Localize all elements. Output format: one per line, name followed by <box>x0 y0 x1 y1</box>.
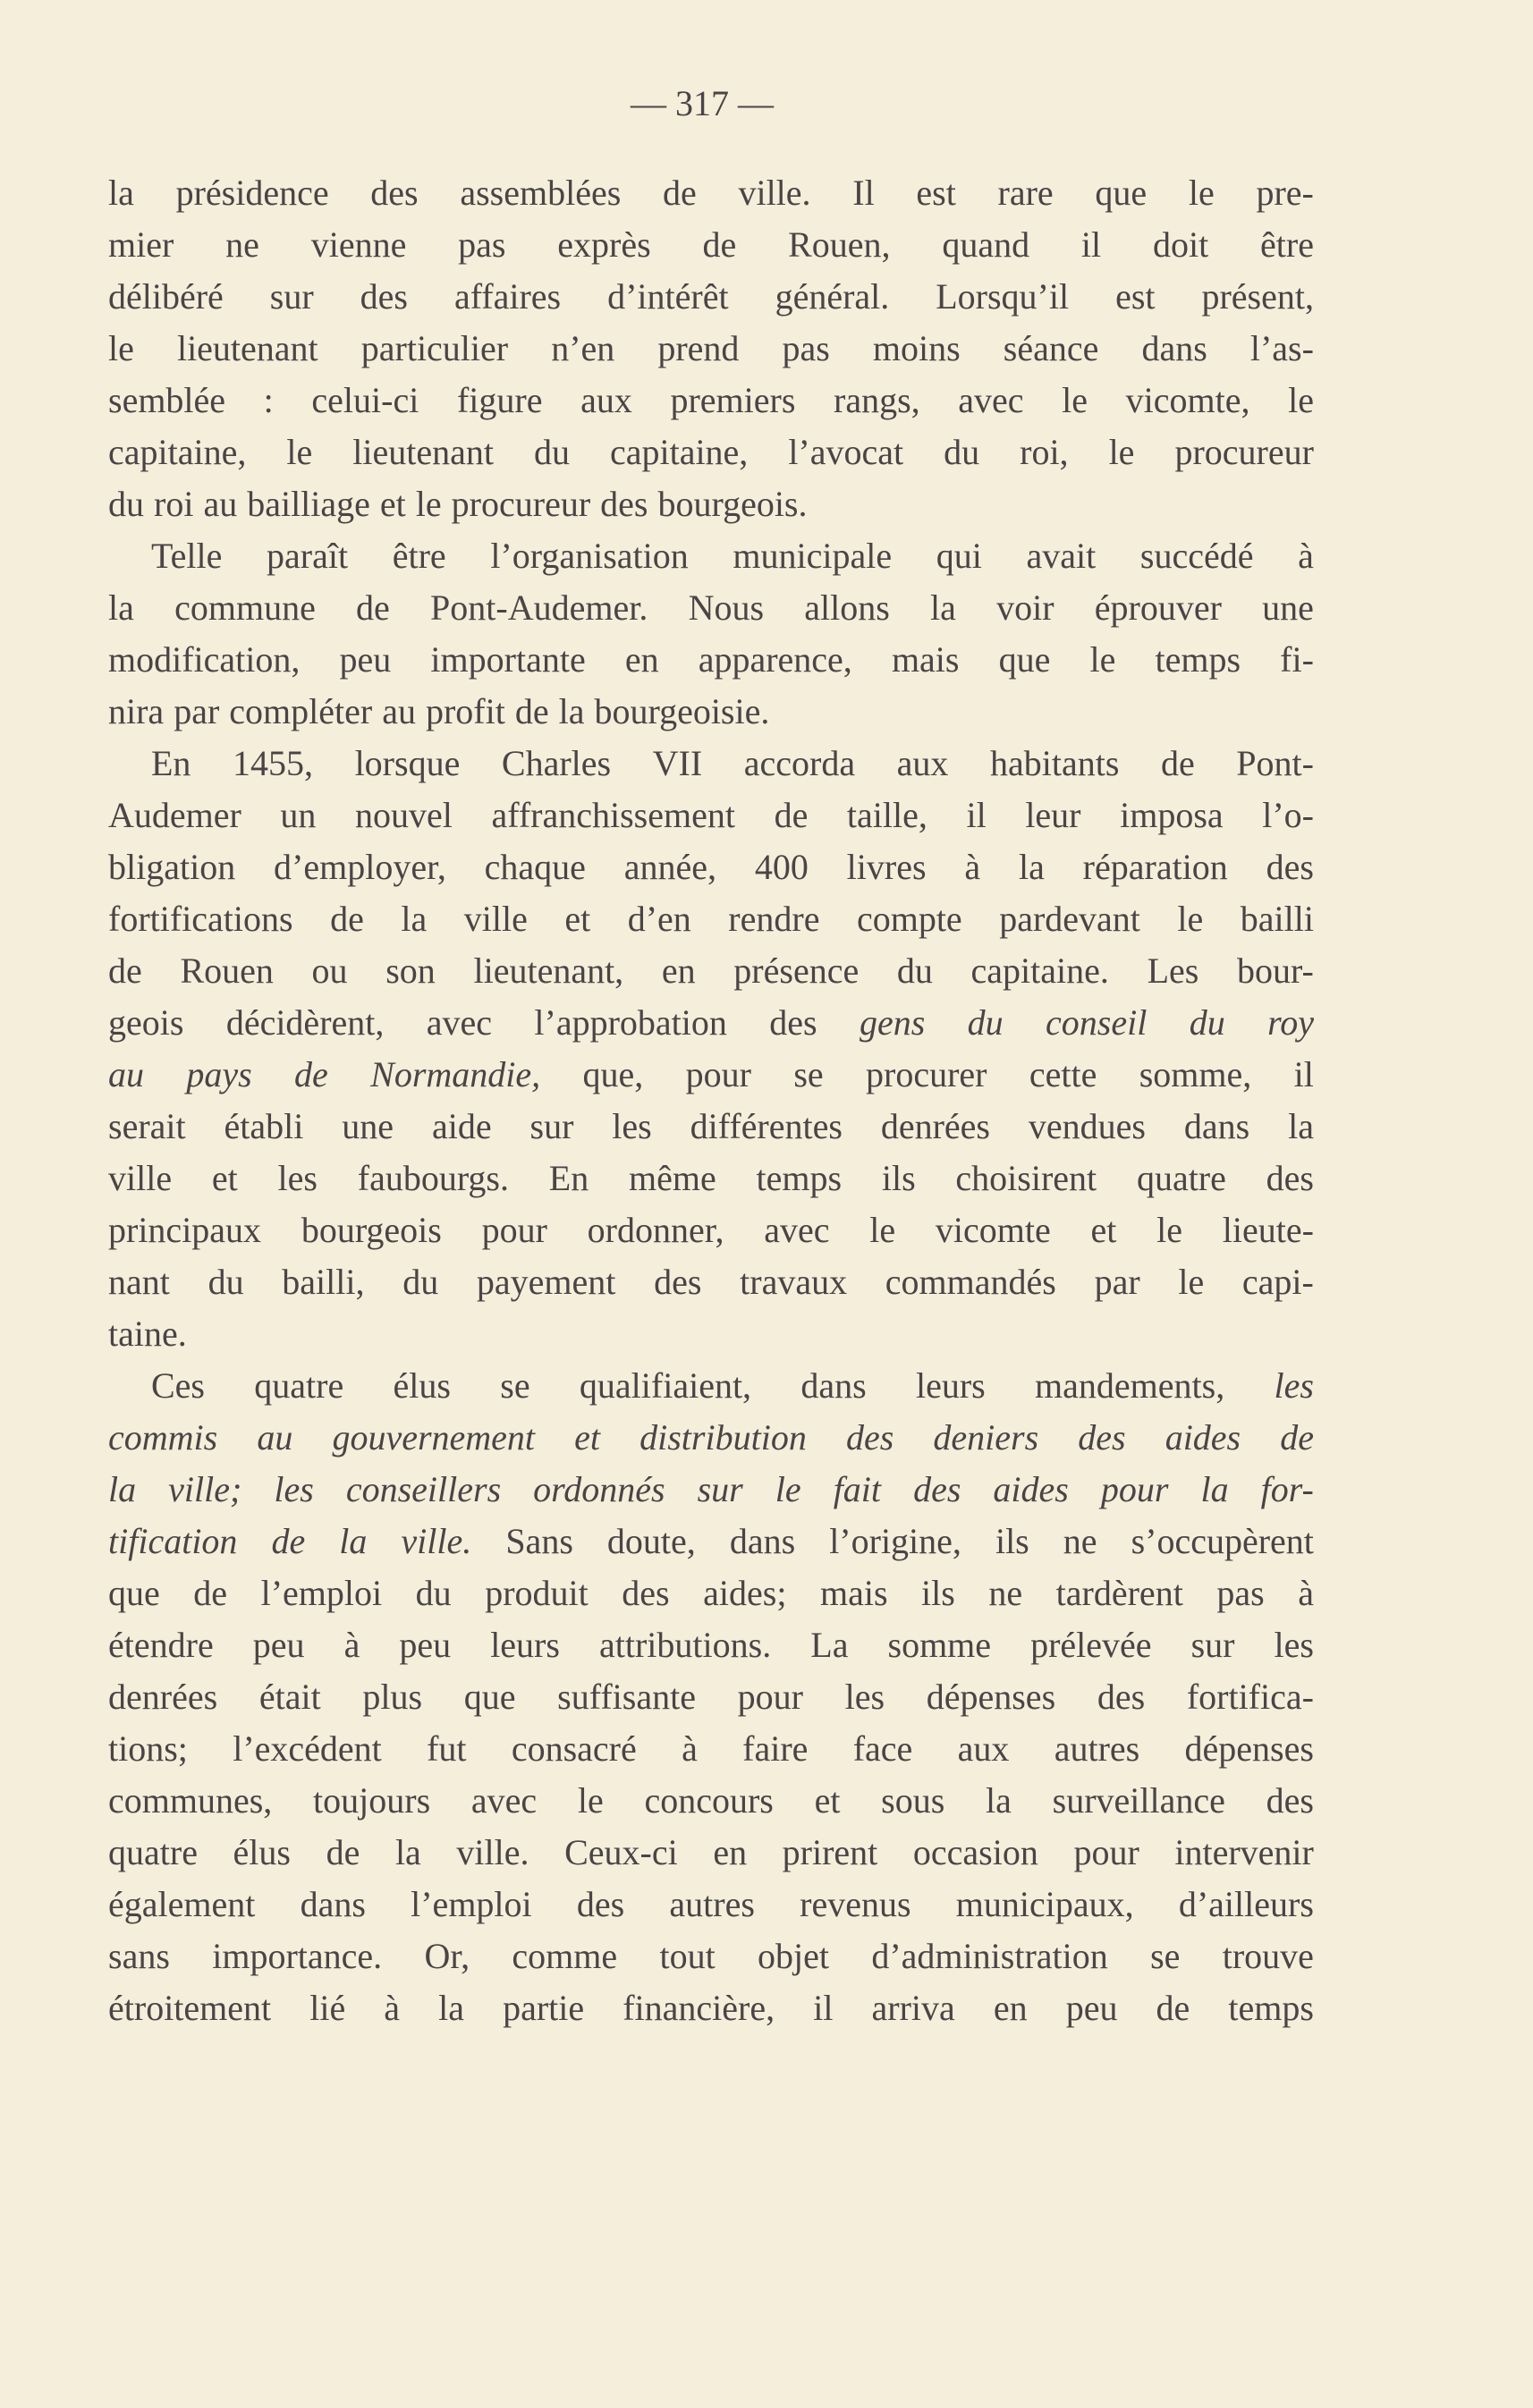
text-line: serait établi une aide sur les différentes denrées vendues dans la <box>108 1106 1314 1146</box>
text-line: mier ne vienne pas exprès de Rouen, quand il doit être <box>108 224 1314 265</box>
text-line: capitaine, le lieutenant du capitaine, l’avocat du roi, le procureur <box>108 432 1314 472</box>
text-line: geois décidèrent, avec l’approbation des gens du conseil du roy <box>108 1002 1314 1043</box>
text-line: ville et les faubourgs. En même temps ils choisirent quatre des <box>108 1158 1314 1198</box>
text-line: Audemer un nouvel affranchissement de taille, il leur imposa l’o- <box>108 795 1314 835</box>
text-line: En 1455, lorsque Charles VII accorda aux habitants de Pont- <box>151 743 1314 783</box>
text-line: tions; l’excédent fut consacré à faire face aux autres dépenses <box>108 1728 1314 1769</box>
text-line: principaux bourgeois pour ordonner, avec le vicomte et le lieute- <box>108 1210 1314 1250</box>
text-line: quatre élus de la ville. Ceux-ci en prirent occasion pour intervenir <box>108 1832 1314 1872</box>
text-line: fortifications de la ville et d’en rendre compte pardevant le bailli <box>108 899 1314 939</box>
text-line: délibéré sur des affaires d’intérêt général. Lorsqu’il est présent, <box>108 276 1314 317</box>
body-text <box>108 167 1314 2034</box>
text-line: sans importance. Or, comme tout objet d’administration se trouve <box>108 1936 1314 1976</box>
text-line: Telle paraît être l’organisation municipale qui avait succédé à <box>151 536 1314 576</box>
text-line: au pays de Normandie, que, pour se procurer cette somme, il <box>108 1054 1314 1094</box>
text-line: commis au gouvernement et distribution des deniers des aides de <box>108 1417 1314 1457</box>
text-line: denrées était plus que suffisante pour les dépenses des fortifica- <box>108 1677 1314 1717</box>
text-line: tification de la ville. Sans doute, dans l’origine, ils ne s’occupèrent <box>108 1521 1314 1561</box>
text-line: taine. <box>108 1314 187 1354</box>
text-line: la présidence des assemblées de ville. Il est rare que le pre- <box>108 173 1314 213</box>
text-line: du roi au bailliage et le procureur des bourgeois. <box>108 484 808 524</box>
text-line: également dans l’emploi des autres revenus municipaux, d’ailleurs <box>108 1884 1314 1924</box>
text-line: nira par compléter au profit de la bourgeoisie. <box>108 691 770 731</box>
text-line: semblée : celui-ci figure aux premiers rangs, avec le vicomte, le <box>108 380 1314 420</box>
text-line: la ville; les conseillers ordonnés sur le fait des aides pour la for- <box>108 1469 1314 1509</box>
text-line: communes, toujours avec le concours et sous la surveillance des <box>108 1780 1314 1821</box>
text-line: de Rouen ou son lieutenant, en présence du capitaine. Les bour- <box>108 951 1314 991</box>
text-line: nant du bailli, du payement des travaux commandés par le capi- <box>108 1262 1314 1302</box>
text-line: étroitement lié à la partie financière, il arriva en peu de temps <box>108 1988 1314 2028</box>
text-line: étendre peu à peu leurs attributions. La somme prélevée sur les <box>108 1625 1314 1665</box>
page-number: — 317 — <box>631 83 774 123</box>
text-line: modification, peu importante en apparence, mais que le temps fi- <box>108 639 1314 680</box>
text-line: la commune de Pont-Audemer. Nous allons la voir éprouver une <box>108 587 1314 628</box>
text-line: bligation d’employer, chaque année, 400 livres à la réparation des <box>108 847 1314 887</box>
text-line: Ces quatre élus se qualifiaient, dans leurs mandements, les <box>151 1365 1314 1406</box>
text-line: le lieutenant particulier n’en prend pas moins séance dans l’as- <box>108 328 1314 368</box>
text-line: que de l’emploi du produit des aides; mais ils ne tardèrent pas à <box>108 1573 1314 1613</box>
